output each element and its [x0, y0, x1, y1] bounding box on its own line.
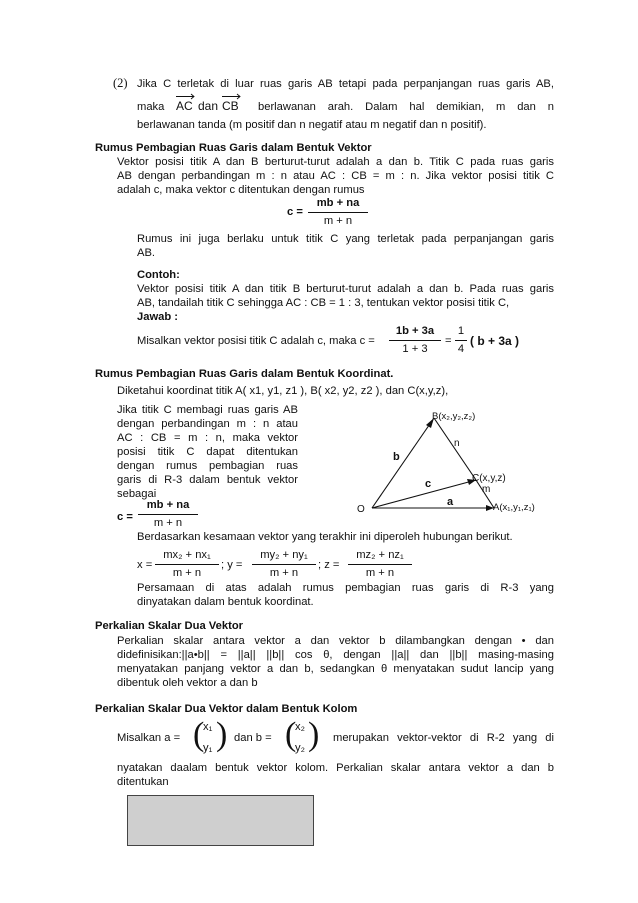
section1-p3: adalah c, maka vektor c ditentukan dengan rumus — [117, 184, 365, 196]
section4-pre: Misalkan a = — [117, 732, 181, 744]
column-vector-b-bottom: y₂ — [295, 742, 305, 754]
column-vector-b-top: x₂ — [295, 721, 305, 733]
section-heading-kolom: Perkalian Skalar Dua Vektor dalam Bentuk Kolom — [95, 703, 358, 715]
vector-c-line — [372, 480, 476, 508]
section3-p4: dibentuk oleh vektor a dan b — [117, 677, 258, 689]
coord-z-numerator: mz₂ + nz₁ — [356, 549, 404, 561]
answer-four: 4 — [457, 343, 465, 355]
answer-fraction — [389, 324, 441, 357]
section4-mid: dan b = — [234, 732, 272, 744]
fraction-bar — [252, 564, 316, 565]
section2-col7: sebagai — [117, 488, 157, 500]
section3-p1: Perkalian skalar antara vektor a dan vektor b dilambangkan dengan • dan — [117, 635, 554, 647]
answer-text: Misalkan vektor posisi titik C adalah c, maka c = — [137, 335, 375, 347]
diagram-label-c: C(x,y,z) — [472, 473, 506, 484]
section4-p3: ditentukan — [117, 776, 169, 788]
formula-c-lhs: c = — [287, 206, 303, 218]
diagram-segment-n: n — [454, 438, 460, 449]
section2-closing2: dinyatakan dalam bentuk koordinat. — [137, 596, 314, 608]
coord-y-fraction — [252, 548, 316, 581]
fraction-bar — [138, 514, 198, 515]
answer-equals: = — [445, 335, 452, 347]
vector-b-line — [372, 418, 434, 508]
column-vector-a-left-paren: ( — [193, 716, 205, 753]
answer-quarter — [455, 324, 467, 357]
coord-x-fraction — [155, 548, 219, 581]
fraction-bar — [389, 340, 441, 341]
section4-post: merupakan vektor-vektor di R-2 yang di — [333, 732, 554, 744]
diagram-vector-c: c — [425, 478, 432, 490]
section-heading-vektor: Rumus Pembagian Ruas Garis dalam Bentuk Vektor — [95, 142, 372, 154]
fraction-bar — [155, 564, 219, 565]
formula-c2-lhs: c = — [117, 511, 133, 523]
example-line2: AB, tandailah titik C sehingga AC : CB = 1 : 3, tentukan vektor posisi titik C, — [137, 297, 510, 309]
section2-closing1: Persamaan di atas adalah rumus pembagian ruas garis di R-3 yang — [137, 582, 554, 594]
answer-one: 1 — [457, 325, 465, 337]
section2-given: Diketahui koordinat titik A( x1, y1, z1 ), B( x2, y2, z2 ), dan C(x,y,z), — [117, 385, 449, 397]
column-vector-a-top: x₁ — [203, 721, 213, 733]
section2-col5: dengan rumus pembagian ruas — [117, 460, 298, 472]
diagram-label-b: B(x₂,y₂,z₂) — [432, 411, 476, 422]
answer-numerator: 1b + 3a — [395, 325, 435, 337]
coord-y-lhs: ; y = — [221, 559, 243, 571]
formula-c-fraction — [308, 196, 368, 229]
vector-dan: dan — [198, 99, 219, 113]
diagram-vector-b: b — [393, 451, 400, 463]
formula-c2-numerator: mb + na — [146, 499, 190, 511]
section1-p1: Vektor posisi titik A dan B berturut-turut adalah a dan b. Titik C pada ruas garis — [117, 156, 554, 168]
coord-x-lhs: x = — [137, 559, 153, 571]
formula-c2-fraction — [138, 498, 198, 531]
vector-ac: AC — [176, 99, 193, 113]
coord-y-denominator: m + n — [269, 567, 299, 579]
example-label: Contoh: — [137, 269, 180, 281]
formula-c-denominator: m + n — [323, 215, 353, 227]
diagram-label-o: O — [357, 504, 365, 515]
item2-line3: berlawanan tanda (m positif dan n negatif atau m negatif dan n positif). — [137, 119, 487, 131]
coord-z-lhs: ; z = — [318, 559, 340, 571]
section1-note1: Rumus ini juga berlaku untuk titik C yang terletak pada perpanjangan garis — [137, 233, 554, 245]
section2-col1: Jika titik C membagi ruas garis AB — [117, 404, 298, 416]
section-heading-koordinat: Rumus Pembagian Ruas Garis dalam Bentuk Koordinat. — [95, 368, 394, 380]
column-vector-b-right-paren: ) — [308, 716, 320, 753]
section-heading-skalar: Perkalian Skalar Dua Vektor — [95, 620, 244, 632]
vector-cb: CB — [222, 99, 239, 113]
section2-col6: garis di R-3 dalam bentuk vektor — [117, 474, 298, 486]
diagram-segment-m: m — [482, 484, 491, 495]
arrow-cb-icon — [222, 93, 242, 100]
example-line1: Vektor posisi titik A dan titik B berturut-turut adalah a dan b. Pada ruas garis — [137, 283, 554, 295]
answer-paren: ( b + 3a ) — [470, 334, 520, 348]
coord-x-numerator: mx₂ + nx₁ — [163, 549, 211, 561]
formula-c-numerator: mb + na — [316, 197, 360, 209]
fraction-bar — [455, 340, 467, 341]
section3-p2: didefinisikan:||a•b|| = ||a|| ||b|| cos θ, dengan ||a|| dan ||b|| masing-masing — [117, 649, 554, 661]
section4-p2: nyatakan daalam bentuk vektor kolom. Perkalian skalar antara vektor a dan b — [117, 762, 554, 774]
diagram-label-a: A(x₁,y₁,z₁) — [493, 502, 535, 513]
item2-line2-post: berlawanan arah. Dalam hal demikian, m dan n — [258, 101, 554, 113]
section2-col2: dengan perbandingan m : n atau — [117, 418, 298, 430]
item2-line2-pre: maka — [137, 101, 165, 113]
section3-p3: menyatakan panjang vektor a dan b, sedangkan θ menyatakan sudut lancip yang — [117, 663, 554, 675]
diagram-vector-a: a — [447, 496, 454, 508]
section2-result-text: Berdasarkan kesamaan vektor yang terakhir ini diperoleh hubungan berikut. — [137, 531, 513, 543]
item2-line1: Jika C terletak di luar ruas garis AB tetapi pada perpanjangan ruas garis AB, — [137, 78, 554, 90]
coord-z-fraction — [348, 548, 412, 581]
formula-placeholder-box — [127, 795, 314, 846]
fraction-bar — [308, 212, 368, 213]
section1-note2: AB. — [137, 247, 156, 259]
column-vector-a-right-paren: ) — [216, 716, 228, 753]
fraction-bar — [348, 564, 412, 565]
coord-x-denominator: m + n — [172, 567, 202, 579]
coord-z-denominator: m + n — [365, 567, 395, 579]
coord-y-numerator: my₂ + ny₁ — [260, 549, 308, 561]
formula-c2-denominator: m + n — [153, 517, 183, 529]
column-vector-a-bottom: y₁ — [203, 742, 213, 754]
item-number: (2) — [113, 76, 128, 90]
section1-p2: AB dengan perbandingan m : n atau AC : CB = m : n. Jika vektor posisi titik C — [117, 170, 554, 182]
column-vector-b-left-paren: ( — [285, 716, 297, 753]
answer-denominator: 1 + 3 — [402, 343, 428, 355]
section2-col4: posisi titik C dapat ditentukan — [117, 446, 298, 458]
answer-label: Jawab : — [137, 311, 179, 323]
section2-col3: AC : CB = m : n, maka vektor — [117, 432, 298, 444]
arrow-ac-icon — [176, 93, 196, 100]
